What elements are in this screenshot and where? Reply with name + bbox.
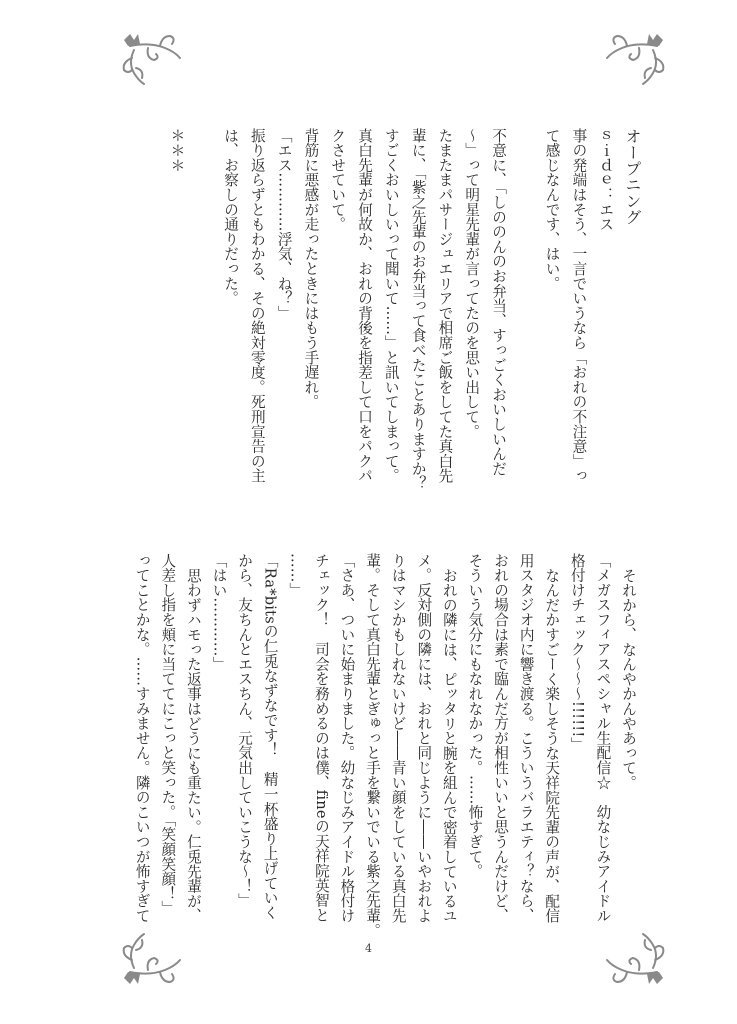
- text-line: 「はい…………」: [210, 553, 228, 672]
- text-line: たまたまパサージュエリアで相席ご飯をしてた真白先: [436, 128, 454, 484]
- text-line: すごくおいしいって聞いて……」と訊いてしまって。: [382, 128, 400, 484]
- text-line: なんだかすごーく楽しそうな天祥院先輩の声が、配信: [543, 567, 561, 923]
- page-number: 4: [365, 942, 372, 955]
- blank-line: [189, 128, 216, 498]
- text-line: 真白先輩が何故か、おれの背後を指差して口をパクパ: [356, 128, 374, 484]
- chapter-subtitle: ｓｉｄｅ：エス: [597, 128, 615, 232]
- text-line: 「Ra*bitsの仁兎なずなです！ 精一杯盛り上げていく: [261, 553, 279, 920]
- text-line: メ。反対側の隣には、おれと同じように――いやおれよ: [415, 553, 433, 923]
- corner-ornament-icon: [120, 28, 190, 88]
- text-line: 思わずハモった返事はどうにも重たい。仁兎先輩が、: [184, 567, 202, 923]
- text-line: は、お察しの通りだった。: [222, 128, 240, 306]
- corner-ornament-icon: [120, 930, 190, 990]
- text-line: りはマシかもしれないけど――青い顔をしている真白先: [389, 553, 407, 923]
- text-line: そういう気分にもなれなかった。……怖すぎて。: [466, 553, 484, 879]
- text-line: 格付けチェック〜〜〜!!!!!!」: [568, 553, 586, 753]
- text-line: 事の発端はそう、一言でいうなら「おれの不注意」っ: [570, 128, 588, 484]
- text-line: 「さあ、ついに始まりました。幼なじみアイドル格付け: [338, 553, 356, 923]
- corner-ornament-icon: [597, 930, 667, 990]
- text-line: 用スタジオ内に響き渡る。こういうバラエティ？なら、: [517, 553, 535, 923]
- text-line: 〜」って明星先輩が言ってたのを思い出して。: [463, 128, 481, 439]
- text-line: クさせていて。: [329, 128, 347, 232]
- blank-line: [511, 128, 538, 498]
- text-line: 不意に、「しののんのお弁当、すっごくおいしいんだ: [490, 128, 508, 476]
- text-line: 輩に、「紫之先輩のお弁当って食べたことありますか？: [409, 128, 427, 491]
- text-line: 輩。そして真白先輩とぎゅっと手を繋いでいる紫之先輩。: [364, 553, 382, 938]
- corner-ornament-icon: [597, 28, 667, 88]
- text-line: おれの場合は素で臨んだ方が相性いいと思うんだけど、: [492, 553, 510, 923]
- text-line: ってことかな。……すみません。隣のこいつが怖すぎて: [133, 553, 151, 923]
- text-line: 振り返らずともわかる、その絶対零度。死刑宣告の主: [248, 128, 266, 484]
- text-line: から、友ちんとエスちん、元気出していこうな〜！」: [236, 553, 254, 909]
- bottom-text-block: [128, 553, 641, 938]
- text-line: 人差し指を頬に当ててにこっと笑った。「笑顔笑顔！」: [159, 553, 177, 916]
- text-line: 「メガスフィアスペシャル生配信☆ 幼なじみアイドル: [594, 553, 612, 923]
- section-break: ＊＊＊: [168, 128, 186, 173]
- text-line: 背筋に悪感が走ったときにはもう手遅れ。: [302, 128, 320, 410]
- text-line: チェック！ 司会を務めるのは僕、fineの天祥院英智と: [312, 553, 330, 923]
- text-line: ……」: [287, 553, 305, 598]
- text-line: 「エス…………浮気、ね？」: [275, 128, 293, 321]
- text-line: て感じなんです、はい。: [543, 128, 561, 291]
- top-text-block: [150, 128, 645, 498]
- chapter-title: オープニング: [623, 128, 642, 226]
- text-line: おれの隣には、ピッタリと腕を組んで密着しているユ: [440, 567, 458, 923]
- text-line: それから、なんやかんやあって。: [620, 567, 637, 790]
